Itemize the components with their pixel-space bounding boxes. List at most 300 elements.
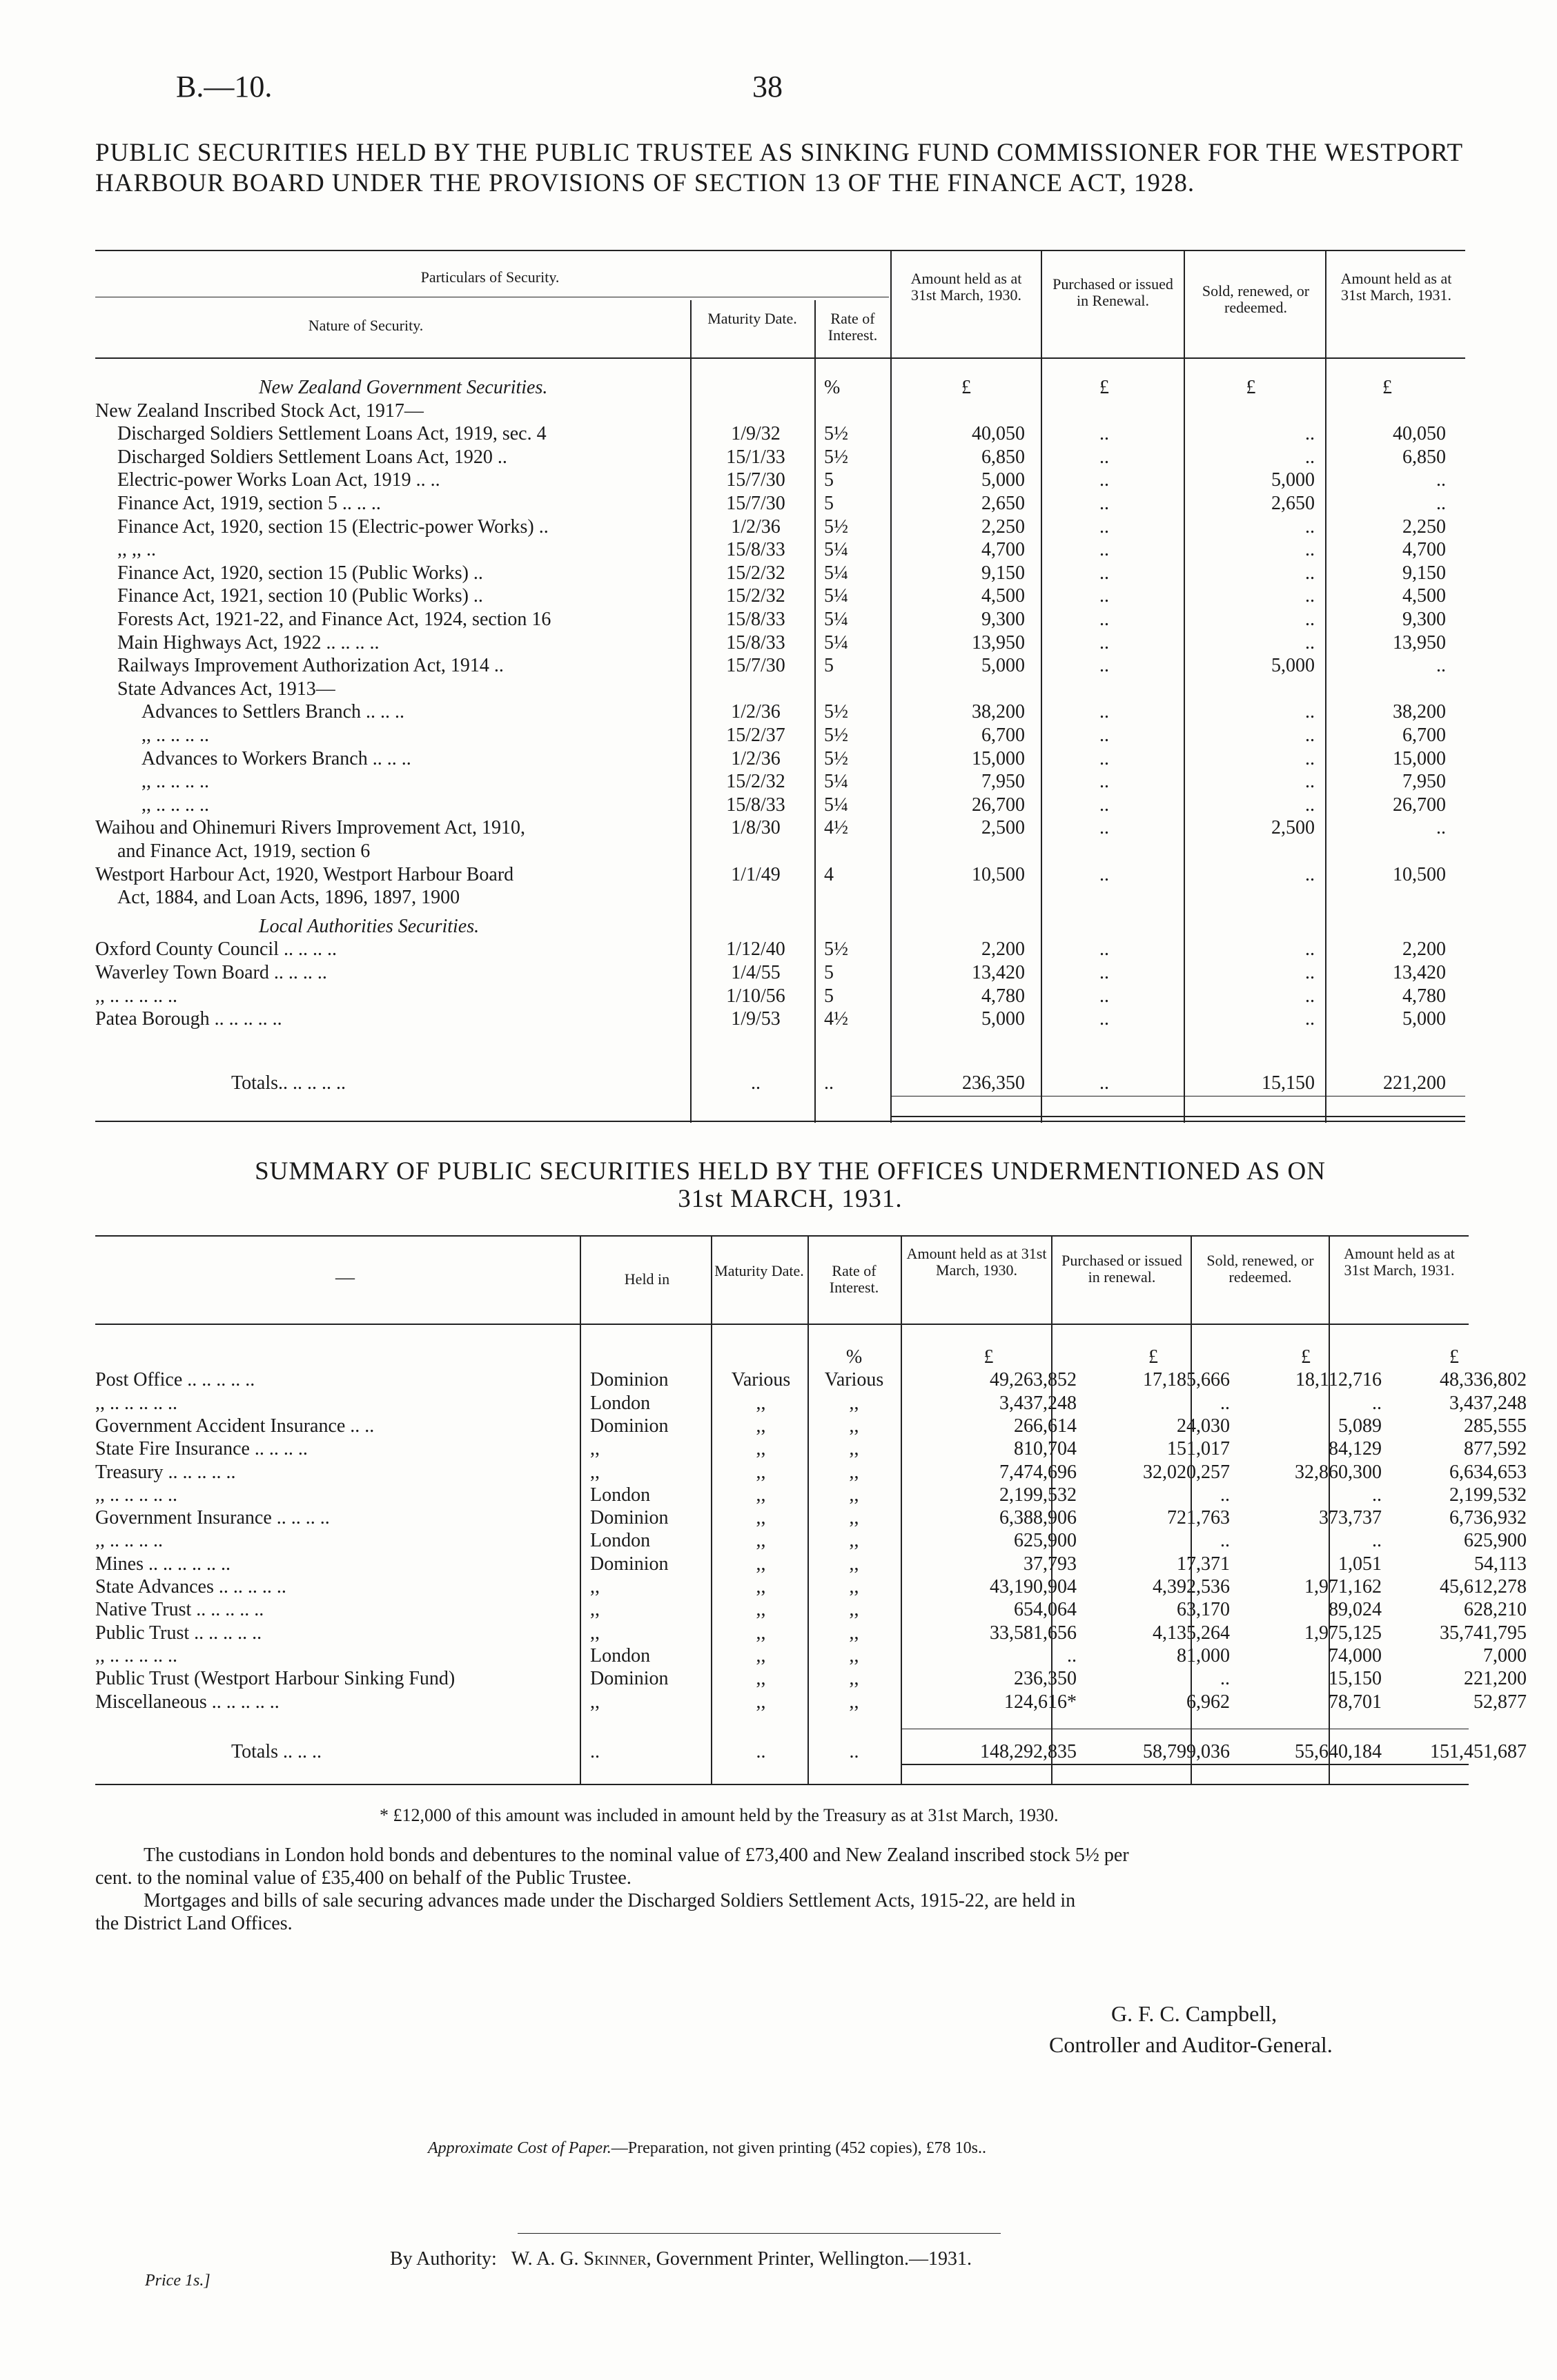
maturity-date: ,, xyxy=(756,1392,766,1414)
amount-sold: .. xyxy=(1305,962,1315,983)
amount-purchased: .. xyxy=(1099,631,1109,653)
interest-rate: Various xyxy=(824,1369,884,1391)
amount-1931: 7,950 xyxy=(1402,771,1446,793)
amount-1931: 3,437,248 xyxy=(1449,1392,1527,1414)
table-row xyxy=(0,492,1557,515)
act-heading: State Advances Act, 1913— xyxy=(117,678,335,700)
amount-purchased: .. xyxy=(1099,515,1109,538)
amount-1930: 5,000 xyxy=(981,1008,1025,1030)
summary-header-rule xyxy=(95,1324,1469,1325)
interest-rate: 5¼ xyxy=(824,794,848,816)
interest-rate: 5½ xyxy=(824,725,848,746)
amount-1930: 40,050 xyxy=(972,423,1025,445)
unit-rate: % xyxy=(845,1346,863,1368)
maturity-date: 15/8/33 xyxy=(726,539,785,561)
table-row xyxy=(0,1598,1557,1621)
security-name: Discharged Soldiers Settlement Loans Act, 1920 .. xyxy=(117,446,507,468)
interest-rate: ,, xyxy=(849,1415,859,1437)
table-row xyxy=(0,1346,1557,1368)
security-name: Advances to Settlers Branch .. .. .. xyxy=(141,701,405,723)
maturity-date: ,, xyxy=(756,1644,766,1666)
table-row xyxy=(0,770,1557,793)
maturity-date: 15/2/32 xyxy=(726,562,785,584)
office-name: Miscellaneous .. .. .. .. .. xyxy=(95,1691,280,1713)
amount-1930: 2,200 xyxy=(981,938,1025,961)
maturity-date: 15/7/30 xyxy=(726,493,785,514)
maturity-date: 1/9/32 xyxy=(731,423,781,445)
amount-sold: .. xyxy=(1305,562,1315,584)
maturity-date: 1/2/36 xyxy=(731,747,781,769)
summary-held-header: Held in xyxy=(624,1270,670,1288)
amount-sold: .. xyxy=(1305,539,1315,561)
amount-purchased: 63,170 xyxy=(1177,1599,1230,1621)
interest-rate: ,, xyxy=(849,1668,859,1690)
held-in: ,, xyxy=(590,1599,600,1621)
held-in: Dominion xyxy=(590,1668,669,1690)
security-name: Railways Improvement Authorization Act, 1914 .. xyxy=(117,655,504,677)
mortgages-paragraph: Mortgages and bills of sale securing advances made under the Discharged Soldiers Settlement Acts, 1915-22, are held in the District Land Offices. xyxy=(95,1890,1076,1934)
maturity-date: ,, xyxy=(756,1576,766,1597)
amount-sold: .. xyxy=(1305,423,1315,445)
section-heading: Local Authorities Securities. xyxy=(259,915,480,937)
amount-1930: 9,300 xyxy=(981,609,1025,630)
amount-sold: .. xyxy=(1305,446,1315,468)
held-in: ,, xyxy=(590,1438,600,1460)
authority-rule xyxy=(518,2233,1001,2234)
amount-1931: 625,900 xyxy=(1464,1530,1527,1552)
held-in: London xyxy=(590,1530,651,1552)
table-row xyxy=(0,1461,1557,1484)
maturity-date: 15/7/30 xyxy=(726,655,785,677)
amount-sold: 373,737 xyxy=(1319,1507,1382,1529)
amount-1930: .. xyxy=(1067,1644,1077,1666)
amount-sold: .. xyxy=(1305,985,1315,1007)
table-row xyxy=(0,538,1557,561)
table-row xyxy=(0,400,1557,422)
security-name: Main Highways Act, 1922 .. .. .. .. xyxy=(117,631,380,653)
amount-sold: 5,000 xyxy=(1271,655,1315,677)
interest-rate: 5½ xyxy=(824,938,848,961)
interest-rate: ,, xyxy=(849,1484,859,1506)
maturity-date: ,, xyxy=(756,1461,766,1483)
office-name: State Advances .. .. .. .. .. xyxy=(95,1576,286,1597)
amount-purchased: 17,185,666 xyxy=(1143,1369,1230,1391)
interest-rate: 5¼ xyxy=(824,771,848,793)
interest-rate: ,, xyxy=(849,1691,859,1713)
amount-1931: 38,200 xyxy=(1393,701,1446,723)
amount-sold: 1,051 xyxy=(1338,1553,1382,1575)
maturity-date: 1/2/36 xyxy=(731,515,781,538)
table-row xyxy=(0,1368,1557,1391)
table-row xyxy=(0,562,1557,584)
amount-1931: 7,000 xyxy=(1483,1644,1527,1666)
amount-1931: 13,950 xyxy=(1393,631,1446,653)
security-name-cont: and Finance Act, 1919, section 6 xyxy=(117,840,371,862)
amount-1931: 40,050 xyxy=(1393,423,1446,445)
summary-rate-header: Rate of Interest. xyxy=(829,1262,879,1296)
table-row xyxy=(0,724,1557,747)
interest-rate: 4 xyxy=(824,863,834,885)
amount-1930: 2,500 xyxy=(981,817,1025,839)
totals-purchased: 58,799,036 xyxy=(1143,1741,1230,1762)
office-name: Government Accident Insurance .. .. xyxy=(95,1415,375,1437)
totals-sold: 55,640,184 xyxy=(1295,1741,1382,1762)
table-row xyxy=(0,1575,1557,1598)
amount-sold: .. xyxy=(1305,725,1315,746)
office-name: Native Trust .. .. .. .. .. xyxy=(95,1599,264,1621)
security-name: ,, .. .. .. .. .. xyxy=(95,985,177,1007)
amount-sold: .. xyxy=(1305,747,1315,769)
section-heading: New Zealand Government Securities. xyxy=(259,377,548,398)
table-row xyxy=(0,515,1557,538)
amount-1930: 38,200 xyxy=(972,701,1025,723)
amount-sold: 89,024 xyxy=(1329,1599,1382,1621)
office-name: Post Office .. .. .. .. .. xyxy=(95,1369,255,1391)
interest-rate: 5½ xyxy=(824,446,848,468)
amount-1931: 2,199,532 xyxy=(1449,1484,1527,1506)
interest-rate: 5¼ xyxy=(824,539,848,561)
act-heading: New Zealand Inscribed Stock Act, 1917— xyxy=(95,400,424,422)
price: Price 1s.] xyxy=(145,2272,210,2290)
summary-held1931-header: Amount held as at 31st March, 1931. xyxy=(1344,1245,1455,1279)
amount-sold: 1,971,162 xyxy=(1304,1576,1382,1597)
table-row xyxy=(0,1484,1557,1506)
amount-purchased: .. xyxy=(1099,962,1109,983)
table1-title: PUBLIC SECURITIES HELD BY THE PUBLIC TRUSTEE AS SINKING FUND COMMISSIONER FOR THE WESTPORT HARBOUR BOARD UNDER THE PROVISIONS OF SECTION 13 OF THE FINANCE ACT, 1928. xyxy=(95,139,1463,197)
amount-purchased: .. xyxy=(1099,747,1109,769)
amount-1930: 43,190,904 xyxy=(990,1576,1077,1597)
held-in: Dominion xyxy=(590,1369,669,1391)
maturity-date: ,, xyxy=(756,1438,766,1460)
amount-purchased: .. xyxy=(1099,938,1109,961)
security-name: Finance Act, 1920, section 15 (Public Works) .. xyxy=(117,562,483,584)
amount-sold: .. xyxy=(1305,515,1315,538)
totals-maturity: .. xyxy=(756,1741,766,1762)
amount-1930: 266,614 xyxy=(1014,1415,1077,1437)
amount-1931: .. xyxy=(1436,817,1446,839)
maturity-date: 15/2/32 xyxy=(726,585,785,607)
held-in: Dominion xyxy=(590,1415,669,1437)
amount-1930: 26,700 xyxy=(972,794,1025,816)
table-row xyxy=(0,863,1557,886)
table-row xyxy=(0,1007,1557,1030)
amount-1931: 15,000 xyxy=(1393,747,1446,769)
amount-1931: 35,741,795 xyxy=(1440,1622,1527,1644)
security-name: Oxford County Council .. .. .. .. xyxy=(95,938,337,961)
amount-1931: 6,850 xyxy=(1402,446,1446,468)
security-name: Advances to Workers Branch .. .. .. xyxy=(141,747,411,769)
amount-1931: 54,113 xyxy=(1474,1553,1527,1575)
maturity-date: Various xyxy=(731,1369,791,1391)
interest-rate: 5½ xyxy=(824,423,848,445)
amount-sold: .. xyxy=(1305,609,1315,630)
interest-rate: 4½ xyxy=(824,1008,848,1030)
amount-sold: .. xyxy=(1305,863,1315,885)
interest-rate: 5 xyxy=(824,655,834,677)
amount-purchased: 721,763 xyxy=(1167,1507,1230,1529)
security-name: Finance Act, 1919, section 5 .. .. .. xyxy=(117,493,381,514)
office-name: Treasury .. .. .. .. .. xyxy=(95,1461,236,1483)
office-name: Government Insurance .. .. .. .. xyxy=(95,1507,330,1529)
maturity-date: 1/4/55 xyxy=(731,962,781,983)
nature-header: Nature of Security. xyxy=(308,317,424,334)
unit-c: £ xyxy=(1301,1346,1311,1368)
table-row xyxy=(0,1506,1557,1529)
sold-header: Sold, renewed, or redeemed. xyxy=(1202,282,1310,316)
interest-rate: 5 xyxy=(824,469,834,491)
amount-1930: 6,388,906 xyxy=(999,1507,1077,1529)
amount-1931: 2,200 xyxy=(1402,938,1446,961)
amount-1930: 5,000 xyxy=(981,655,1025,677)
table-row xyxy=(0,469,1557,491)
interest-rate: ,, xyxy=(849,1438,859,1460)
amount-purchased: .. xyxy=(1099,423,1109,445)
amount-purchased: .. xyxy=(1099,771,1109,793)
amount-1930: 6,700 xyxy=(981,725,1025,746)
amount-purchased: .. xyxy=(1099,539,1109,561)
amount-purchased: 4,135,264 xyxy=(1153,1622,1230,1644)
totals-label: Totals .. .. .. xyxy=(231,1741,322,1762)
amount-purchased: .. xyxy=(1099,1008,1109,1030)
amount-sold: 2,500 xyxy=(1271,817,1315,839)
office-name: State Fire Insurance .. .. .. .. xyxy=(95,1438,308,1460)
interest-rate: ,, xyxy=(849,1461,859,1483)
amount-sold: 78,701 xyxy=(1329,1691,1382,1713)
table-row xyxy=(0,915,1557,938)
amount-purchased: 6,962 xyxy=(1186,1691,1230,1713)
amount-sold: .. xyxy=(1305,771,1315,793)
interest-rate: ,, xyxy=(849,1530,859,1552)
amount-purchased: .. xyxy=(1099,493,1109,514)
amount-purchased: .. xyxy=(1220,1530,1230,1552)
amount-purchased: .. xyxy=(1220,1484,1230,1506)
table1-top-rule xyxy=(95,250,1465,251)
table-row xyxy=(0,816,1557,839)
table-row xyxy=(0,747,1557,770)
amount-purchased: .. xyxy=(1099,817,1109,839)
table-row xyxy=(0,1437,1557,1460)
maturity-date: 1/10/56 xyxy=(726,985,785,1007)
amount-1931: 45,612,278 xyxy=(1440,1576,1527,1597)
security-name: Finance Act, 1921, section 10 (Public Works) .. xyxy=(117,585,483,607)
amount-sold: .. xyxy=(1305,585,1315,607)
amount-purchased: .. xyxy=(1099,562,1109,584)
amount-1930: 7,950 xyxy=(981,771,1025,793)
amount-sold: .. xyxy=(1372,1530,1382,1552)
office-name: ,, .. .. .. .. .. xyxy=(95,1644,177,1666)
maturity-date: ,, xyxy=(756,1484,766,1506)
unit-rate: % xyxy=(824,377,841,398)
amount-purchased: .. xyxy=(1220,1392,1230,1414)
summary-held1930-header: Amount held as at 31st March, 1930. xyxy=(906,1245,1047,1279)
amount-sold: .. xyxy=(1372,1392,1382,1414)
table-row xyxy=(0,1667,1557,1690)
office-name: ,, .. .. .. .. .. xyxy=(95,1484,177,1506)
maturity-date: 1/9/53 xyxy=(731,1008,781,1030)
table-row xyxy=(0,886,1557,909)
security-name: Westport Harbour Act, 1920, Westport Harbour Board xyxy=(95,863,514,885)
office-name: Mines .. .. .. .. .. .. xyxy=(95,1553,231,1575)
security-name: Electric-power Works Loan Act, 1919 .. .. xyxy=(117,469,440,491)
interest-rate: ,, xyxy=(849,1622,859,1644)
maturity-date: ,, xyxy=(756,1507,766,1529)
amount-1930: 2,250 xyxy=(981,515,1025,538)
table-row xyxy=(0,1392,1557,1415)
interest-rate: 4½ xyxy=(824,817,848,839)
office-name: Public Trust (Westport Harbour Sinking Fund) xyxy=(95,1668,456,1690)
amount-1930: 37,793 xyxy=(1024,1553,1077,1575)
maturity-date: 15/2/32 xyxy=(726,771,785,793)
amount-1931: 13,420 xyxy=(1393,962,1446,983)
summary-top-rule xyxy=(95,1235,1469,1237)
amount-1930: 124,616* xyxy=(1004,1691,1077,1713)
amount-purchased: 32,020,257 xyxy=(1143,1461,1230,1483)
maturity-date: 15/1/33 xyxy=(726,446,785,468)
totals-purchased: .. xyxy=(1099,1072,1109,1094)
maturity-date: 15/2/37 xyxy=(726,725,785,746)
amount-1930: 5,000 xyxy=(981,469,1025,491)
maturity-date: ,, xyxy=(756,1415,766,1437)
amount-1931: 4,780 xyxy=(1402,985,1446,1007)
amount-1930: 6,850 xyxy=(981,446,1025,468)
held-in: ,, xyxy=(590,1576,600,1597)
table-row xyxy=(0,794,1557,816)
amount-1930: 654,064 xyxy=(1014,1599,1077,1621)
amount-1930: 7,474,696 xyxy=(999,1461,1077,1483)
maturity-date: 1/8/30 xyxy=(731,817,781,839)
amount-1931: 48,336,802 xyxy=(1440,1369,1527,1391)
interest-rate: 5½ xyxy=(824,701,848,723)
signature-title: Controller and Auditor-General. xyxy=(1049,2032,1333,2057)
amount-sold: .. xyxy=(1305,631,1315,653)
summary-dash-header: — xyxy=(335,1267,355,1288)
amount-1930: 625,900 xyxy=(1014,1530,1077,1552)
amount-1931: 6,700 xyxy=(1402,725,1446,746)
maturity-date: ,, xyxy=(756,1668,766,1690)
totals-1931: 151,451,687 xyxy=(1430,1741,1527,1762)
interest-rate: ,, xyxy=(849,1599,859,1621)
interest-rate: ,, xyxy=(849,1392,859,1414)
amount-purchased: 4,392,536 xyxy=(1153,1576,1230,1597)
security-name: Discharged Soldiers Settlement Loans Act, 1919, sec. 4 xyxy=(117,423,547,445)
rate-header: Rate of Interest. xyxy=(828,310,878,344)
interest-rate: 5 xyxy=(824,493,834,514)
maturity-date: 15/7/30 xyxy=(726,469,785,491)
amount-1930: 4,700 xyxy=(981,539,1025,561)
table1-header-rule xyxy=(95,357,1465,359)
held-in: Dominion xyxy=(590,1553,669,1575)
table-row xyxy=(0,961,1557,984)
held-in: London xyxy=(590,1484,651,1506)
table-row xyxy=(0,938,1557,961)
amount-sold: .. xyxy=(1305,938,1315,961)
amount-1930: 9,150 xyxy=(981,562,1025,584)
table-row xyxy=(0,1072,1557,1094)
amount-purchased: .. xyxy=(1099,794,1109,816)
summary-purchased-header: Purchased or issued in renewal. xyxy=(1061,1252,1182,1286)
totals-rate: .. xyxy=(849,1741,859,1762)
amount-1931: .. xyxy=(1436,655,1446,677)
amount-1931: 221,200 xyxy=(1464,1668,1527,1690)
amount-1930: 13,420 xyxy=(972,962,1025,983)
amount-1931: 628,210 xyxy=(1464,1599,1527,1621)
maturity-date: ,, xyxy=(756,1622,766,1644)
table-row xyxy=(0,376,1557,399)
table-row xyxy=(0,584,1557,607)
page-number: 38 xyxy=(752,70,783,104)
amount-sold: 32,860,300 xyxy=(1295,1461,1382,1483)
amount-purchased: .. xyxy=(1220,1668,1230,1690)
maturity-date: 1/2/36 xyxy=(731,701,781,723)
table-row xyxy=(0,678,1557,700)
amount-1931: 52,877 xyxy=(1473,1691,1527,1713)
table-row xyxy=(0,422,1557,445)
unit-a: £ xyxy=(983,1346,994,1368)
amount-sold: 84,129 xyxy=(1329,1438,1382,1460)
security-name: Patea Borough .. .. .. .. .. xyxy=(95,1008,282,1030)
table-row xyxy=(0,1529,1557,1552)
interest-rate: 5½ xyxy=(824,515,848,538)
amount-1931: .. xyxy=(1436,493,1446,514)
amount-purchased: .. xyxy=(1099,725,1109,746)
amount-1931: 6,736,932 xyxy=(1449,1507,1527,1529)
totals-1930: 236,350 xyxy=(962,1072,1025,1094)
amount-1931: 5,000 xyxy=(1402,1008,1446,1030)
amount-1931: 9,150 xyxy=(1402,562,1446,584)
office-name: ,, .. .. .. .. .. xyxy=(95,1392,177,1414)
amount-purchased: 24,030 xyxy=(1177,1415,1230,1437)
maturity-date: 1/1/49 xyxy=(731,863,781,885)
security-name: Finance Act, 1920, section 15 (Electric-power Works) .. xyxy=(117,515,549,538)
amount-1930: 33,581,656 xyxy=(990,1622,1077,1644)
interest-rate: 5¼ xyxy=(824,631,848,653)
table-row xyxy=(0,985,1557,1007)
amount-purchased: .. xyxy=(1099,863,1109,885)
held1931-header: Amount held as at 31st March, 1931. xyxy=(1340,270,1452,304)
interest-rate: 5½ xyxy=(824,747,848,769)
held-in: London xyxy=(590,1392,651,1414)
interest-rate: ,, xyxy=(849,1576,859,1597)
amount-sold: .. xyxy=(1305,794,1315,816)
maturity-date: 15/8/33 xyxy=(726,794,785,816)
amount-sold: .. xyxy=(1372,1484,1382,1506)
unit-b: £ xyxy=(1148,1346,1158,1368)
amount-1930: 2,199,532 xyxy=(999,1484,1077,1506)
amount-1930: 3,437,248 xyxy=(999,1392,1077,1414)
table1-bottom-rule xyxy=(95,1121,1465,1122)
amount-1930: 4,780 xyxy=(981,985,1025,1007)
interest-rate: ,, xyxy=(849,1507,859,1529)
summary-sold-header: Sold, renewed, or redeemed. xyxy=(1206,1252,1314,1286)
interest-rate: 5¼ xyxy=(824,609,848,630)
amount-1931: 285,555 xyxy=(1464,1415,1527,1437)
summary-title: SUMMARY OF PUBLIC SECURITIES HELD BY THE OFFICES UNDERMENTIONED AS ON 31st MARCH, 1931. xyxy=(255,1157,1326,1213)
amount-sold: 5,000 xyxy=(1271,469,1315,491)
amount-purchased: .. xyxy=(1099,985,1109,1007)
table-row xyxy=(0,1740,1557,1763)
amount-1931: 4,700 xyxy=(1402,539,1446,561)
summary-bottom-rule xyxy=(95,1784,1469,1785)
held-in: Dominion xyxy=(590,1507,669,1529)
particulars-header: Particulars of Security. xyxy=(420,268,560,286)
amount-1930: 2,650 xyxy=(981,493,1025,514)
amount-sold: .. xyxy=(1305,701,1315,723)
security-name: ,, .. .. .. .. xyxy=(141,725,209,746)
totals-1931: 221,200 xyxy=(1383,1072,1446,1094)
maturity-date: ,, xyxy=(756,1553,766,1575)
table-row xyxy=(0,700,1557,723)
maturity-date: 15/8/33 xyxy=(726,609,785,630)
